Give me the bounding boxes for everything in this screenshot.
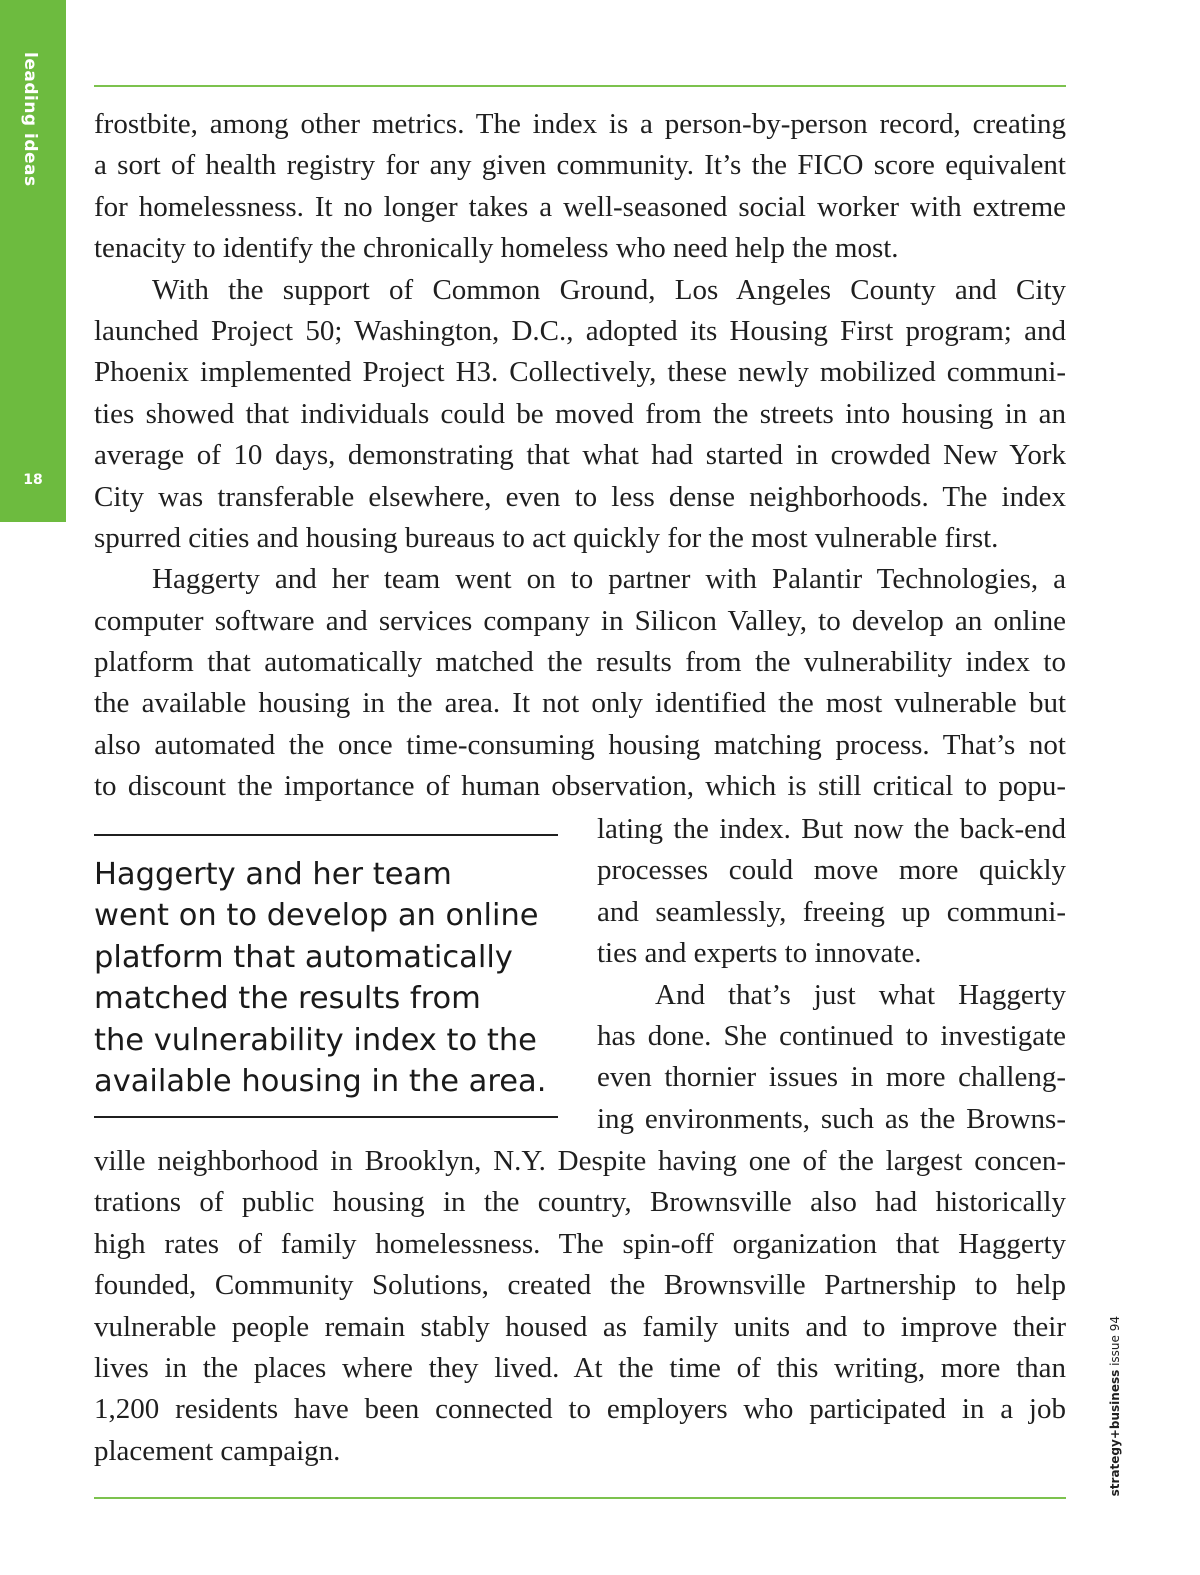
pull-quote-line: the vulnerability index to the (94, 1022, 537, 1058)
text-line: average of 10 days, demonstrating that what had started in crowded New York (94, 439, 1066, 472)
text-line: even thornier issues in more challeng- (597, 1061, 1066, 1094)
article-body-right-column (597, 809, 1066, 1140)
text-line: trations of public housing in the country, Brownsville also had historically (94, 1186, 1066, 1219)
text-line: the available housing in the area. It not only identified the most vulnerable but (94, 687, 1066, 720)
text-line: lives in the places where they lived. At the time of this writing, more than (94, 1351, 1066, 1384)
publication-name: strategy+business (1108, 1369, 1122, 1497)
text-line: Phoenix implemented Project H3. Collectively, these newly mobilized communi- (94, 356, 1066, 389)
section-label: leading ideas (20, 52, 40, 187)
text-line: And that’s just what Haggerty (655, 978, 1066, 1011)
text-line: computer software and services company in Silicon Valley, to develop an online (94, 604, 1066, 637)
publication-credit (1108, 1316, 1122, 1496)
text-line: frostbite, among other metrics. The index is a person-by-person record, creating (94, 108, 1066, 140)
text-line: ville neighborhood in Brooklyn, N.Y. Despite having one of the largest concen- (94, 1145, 1066, 1177)
text-line: and seamlessly, freeing up communi- (597, 895, 1066, 928)
text-line: 1,200 residents have been connected to employers who participated in a job (94, 1393, 1066, 1426)
text-line: lating the index. But now the back-end (597, 813, 1066, 845)
issue-number: issue 94 (1108, 1316, 1122, 1366)
text-line: for homelessness. It no longer takes a well-seasoned social worker with extreme (94, 190, 1066, 223)
bottom-divider (94, 1497, 1066, 1499)
pull-quote-bottom-rule (94, 1116, 558, 1118)
pull-quote-line: Haggerty and her team (94, 857, 452, 892)
text-line: to discount the importance of human observation, which is still critical to popu- (94, 770, 1066, 803)
section-tab (0, 0, 66, 522)
text-line: founded, Community Solutions, created the Brownsville Partnership to help (94, 1269, 1066, 1302)
text-line: a sort of health registry for any given community. It’s the FICO score equivalent (94, 149, 1066, 182)
page-number: 18 (23, 472, 43, 488)
pull-quote-line: went on to develop an online (94, 898, 539, 934)
pull-quote-top-rule (94, 834, 558, 836)
text-line: vulnerable people remain stably housed as family units and to improve their (94, 1310, 1066, 1343)
text-line: has done. She continued to investigate (597, 1019, 1066, 1052)
text-line: ties and experts to innovate. (597, 937, 922, 970)
article-body-top (94, 104, 1066, 808)
top-divider (94, 85, 1066, 87)
text-line: launched Project 50; Washington, D.C., adopted its Housing First program; and (94, 314, 1066, 347)
text-line: spurred cities and housing bureaus to act quickly for the most vulnerable first. (94, 521, 999, 554)
pull-quote-line: platform that automatically (94, 939, 513, 975)
pull-quote-line: matched the results from (94, 981, 481, 1017)
text-line: also automated the once time-consuming housing matching process. That’s not (94, 728, 1066, 761)
article-body-bottom (94, 1141, 1066, 1472)
pull-quote (94, 834, 558, 1118)
pull-quote-text (94, 854, 558, 1102)
text-line: ing environments, such as the Browns- (597, 1102, 1066, 1135)
pull-quote-line: available housing in the area. (94, 1063, 547, 1099)
text-line: With the support of Common Ground, Los Angeles County and City (152, 273, 1066, 306)
text-line: processes could move more quickly (597, 854, 1066, 887)
text-line: platform that automatically matched the results from the vulnerability index to (94, 646, 1066, 679)
text-line: tenacity to identify the chronically homeless who need help the most. (94, 232, 899, 265)
text-line: City was transferable elsewhere, even to less dense neighborhoods. The index (94, 480, 1066, 513)
text-line: high rates of family homelessness. The spin-off organization that Haggerty (94, 1227, 1066, 1260)
text-line: ties showed that individuals could be moved from the streets into housing in an (94, 397, 1066, 430)
text-line: placement campaign. (94, 1434, 341, 1467)
text-line: Haggerty and her team went on to partner with Palantir Technologies, a (152, 563, 1066, 596)
